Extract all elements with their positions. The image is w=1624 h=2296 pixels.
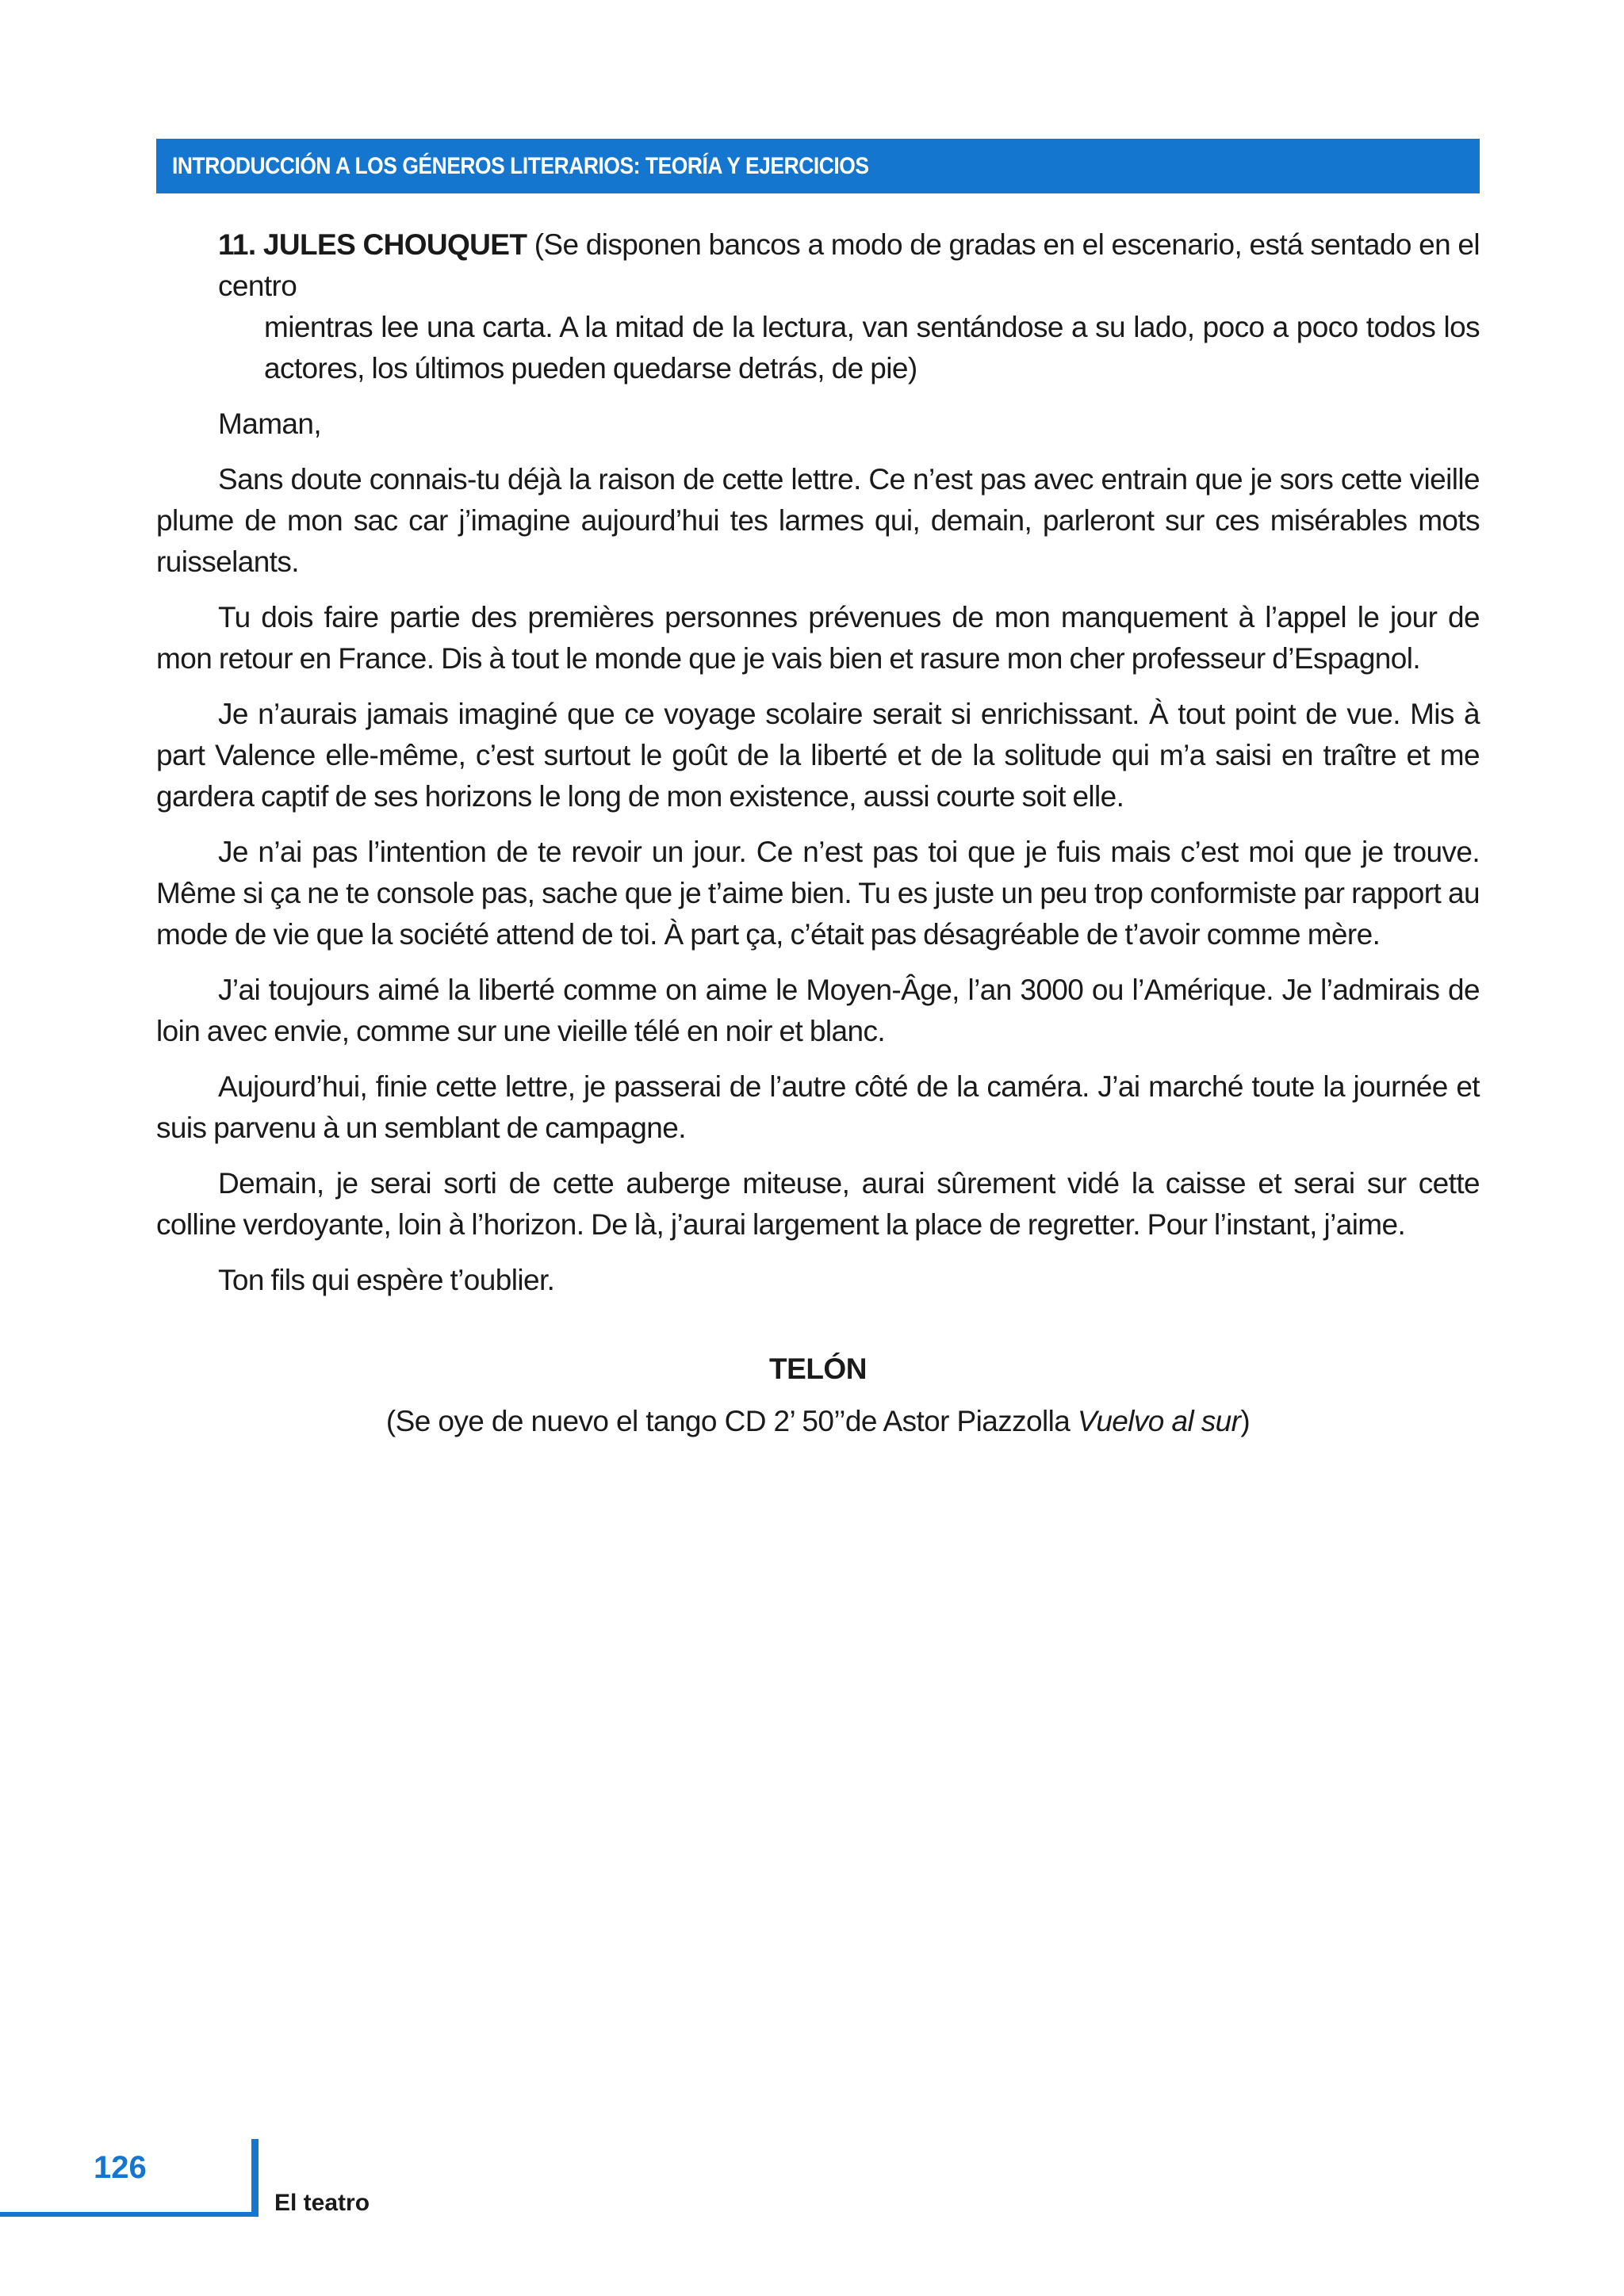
closing-stage-direction-text: (Se oye de nuevo el tango CD 2’ 50’’de Astor Piazzolla <box>385 1405 1078 1437</box>
letter-salutation: Maman, <box>218 408 322 440</box>
scene-heading-first-line <box>218 224 1480 307</box>
stage-direction-first: (Se disponen bancos a modo de gradas en el escenario, está sentado en el centro <box>218 228 1480 302</box>
letter-paragraph: Tu dois faire partie des premières personnes prévenues de mon manquement à l’appel le jour de mon retour en France. Dis à tout le monde que je vais bien et rasure mon cher professeur d’Espagnol. <box>156 601 1480 675</box>
letter-paragraph: Aujourd’hui, finie cette lettre, je passerai de l’autre côté de la caméra. J’ai marché toute la journée et suis parvenu à un semblant de campagne. <box>156 1070 1480 1144</box>
header-title: INTRODUCCIÓN A LOS GÉNEROS LITERARIOS: TEORÍA Y EJERCICIOS <box>172 152 869 179</box>
footer-divider <box>251 2139 259 2217</box>
letter-closing: Ton fils qui espère t’oublier. <box>218 1264 555 1296</box>
letter-paragraph: J’ai toujours aimé la liberté comme on aime le Moyen-Âge, l’an 3000 ou l’Amérique. Je l’admirais de loin avec envie, comme sur une vieille télé en noir et blanc. <box>156 974 1480 1047</box>
closing-paren: ) <box>1240 1405 1251 1437</box>
speaker-name: 11. JULES CHOUQUET <box>218 228 527 261</box>
letter-paragraph: Je n’ai pas l’intention de te revoir un jour. Ce n’est pas toi que je fuis mais c’est moi que je trouve. Même si ça ne te console pas, sache que je t’aime bien. Tu es juste un peu trop conformiste par rapport au mode de vie que la société attend de toi. À part ça, c’était pas désagréable de t’avoir comme mère. <box>156 836 1480 951</box>
letter-paragraph: Je n’aurais jamais imaginé que ce voyage scolaire serait si enrichissant. À tout point de vue. Mis à part Valence elle-même, c’est surtout le goût de la liberté et de la solitude qui m’a saisi en traître et me gardera captif de ses horizons le long de mon existence, aussi courte soit elle. <box>156 698 1480 813</box>
curtain-title: TELÓN <box>769 1353 867 1385</box>
section-name: El teatro <box>274 2190 370 2216</box>
scene-heading <box>156 224 1480 389</box>
closing-stage-direction <box>156 1401 1480 1442</box>
header-bar <box>156 139 1480 193</box>
song-title: Vuelvo al sur <box>1077 1405 1241 1437</box>
letter-paragraph: Demain, je serai sorti de cette auberge miteuse, aurai sûrement vidé la caisse et serai sur cette colline verdoyante, loin à l’horizon. De là, j’aurai largement la place de regretter. Pour l’instant, j’aime. <box>156 1167 1480 1241</box>
page-content <box>156 224 1480 1442</box>
page-number: 126 <box>94 2150 147 2185</box>
stage-direction-rest: mientras lee una carta. A la mitad de la lectura, van sentándose a su lado, poco a poco todos los actores, los últimos pueden quedarse detrás, de pie) <box>264 311 1480 385</box>
letter-paragraph: Sans doute connais-tu déjà la raison de cette lettre. Ce n’est pas avec entrain que je sors cette vieille plume de mon sac car j’imagine aujourd’hui tes larmes qui, demain, parleront sur ces misérables mots ruisselants. <box>156 463 1480 578</box>
footer-underline <box>0 2212 259 2217</box>
